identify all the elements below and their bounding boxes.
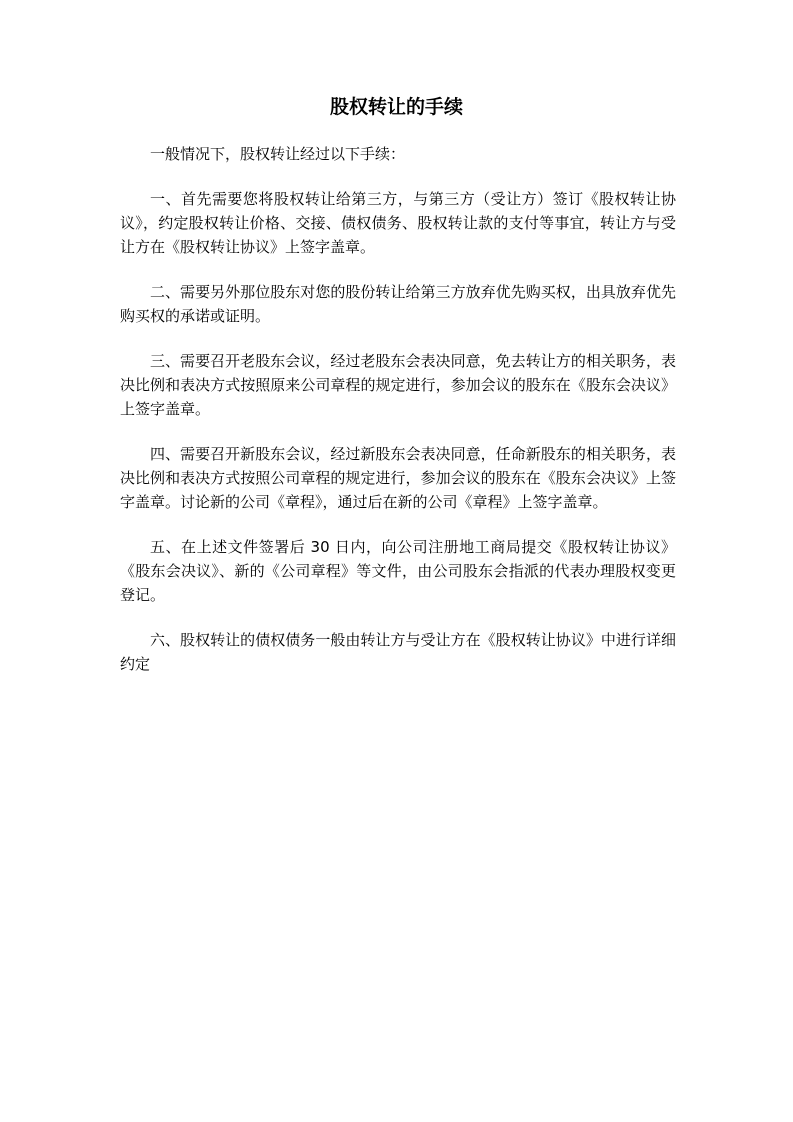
paragraph-intro: 一般情况下，股权转让经过以下手续： [150, 145, 406, 163]
document-title: 股权转让的手续 [329, 96, 463, 118]
paragraph-step-3: 三、需要召开老股东会议，经过老股东会表决同意，免去转让方的相关职务，表决比例和表决方式按照原来公司章程的规定进行，参加会议的股东在《股东会决议》上签字盖章。 [120, 352, 676, 418]
paragraph-step-4: 四、需要召开新股东会议，经过新股东会表决同意，任命新股东的相关职务，表决比例和表决方式按照公司章程的规定进行，参加会议的股东在《股东会决议》上签字盖章。讨论新的公司《章程》，通过后在新的公司《章程》上签字盖章。 [120, 445, 676, 511]
document-body [120, 142, 676, 697]
paragraph-step-2: 二、需要另外那位股东对您的股份转让给第三方放弃优先购买权，出具放弃优先购买权的承诺或证明。 [120, 283, 676, 325]
paragraph-step-1: 一、首先需要您将股权转让给第三方，与第三方（受让方）签订《股权转让协议》，约定股权转让价格、交接、债权债务、股权转让款的支付等事宜，转让方与受让方在《股权转让协议》上签字盖章。 [120, 190, 676, 256]
paragraph-step-5: 五、在上述文件签署后 30 日内，向公司注册地工商局提交《股权转让协议》《股东会决议》、新的《公司章程》等文件，由公司股东会指派的代表办理股权变更登记。 [120, 538, 676, 604]
paragraph-step-6: 六、股权转让的债权债务一般由转让方与受让方在《股权转让协议》中进行详细约定 [120, 631, 676, 673]
